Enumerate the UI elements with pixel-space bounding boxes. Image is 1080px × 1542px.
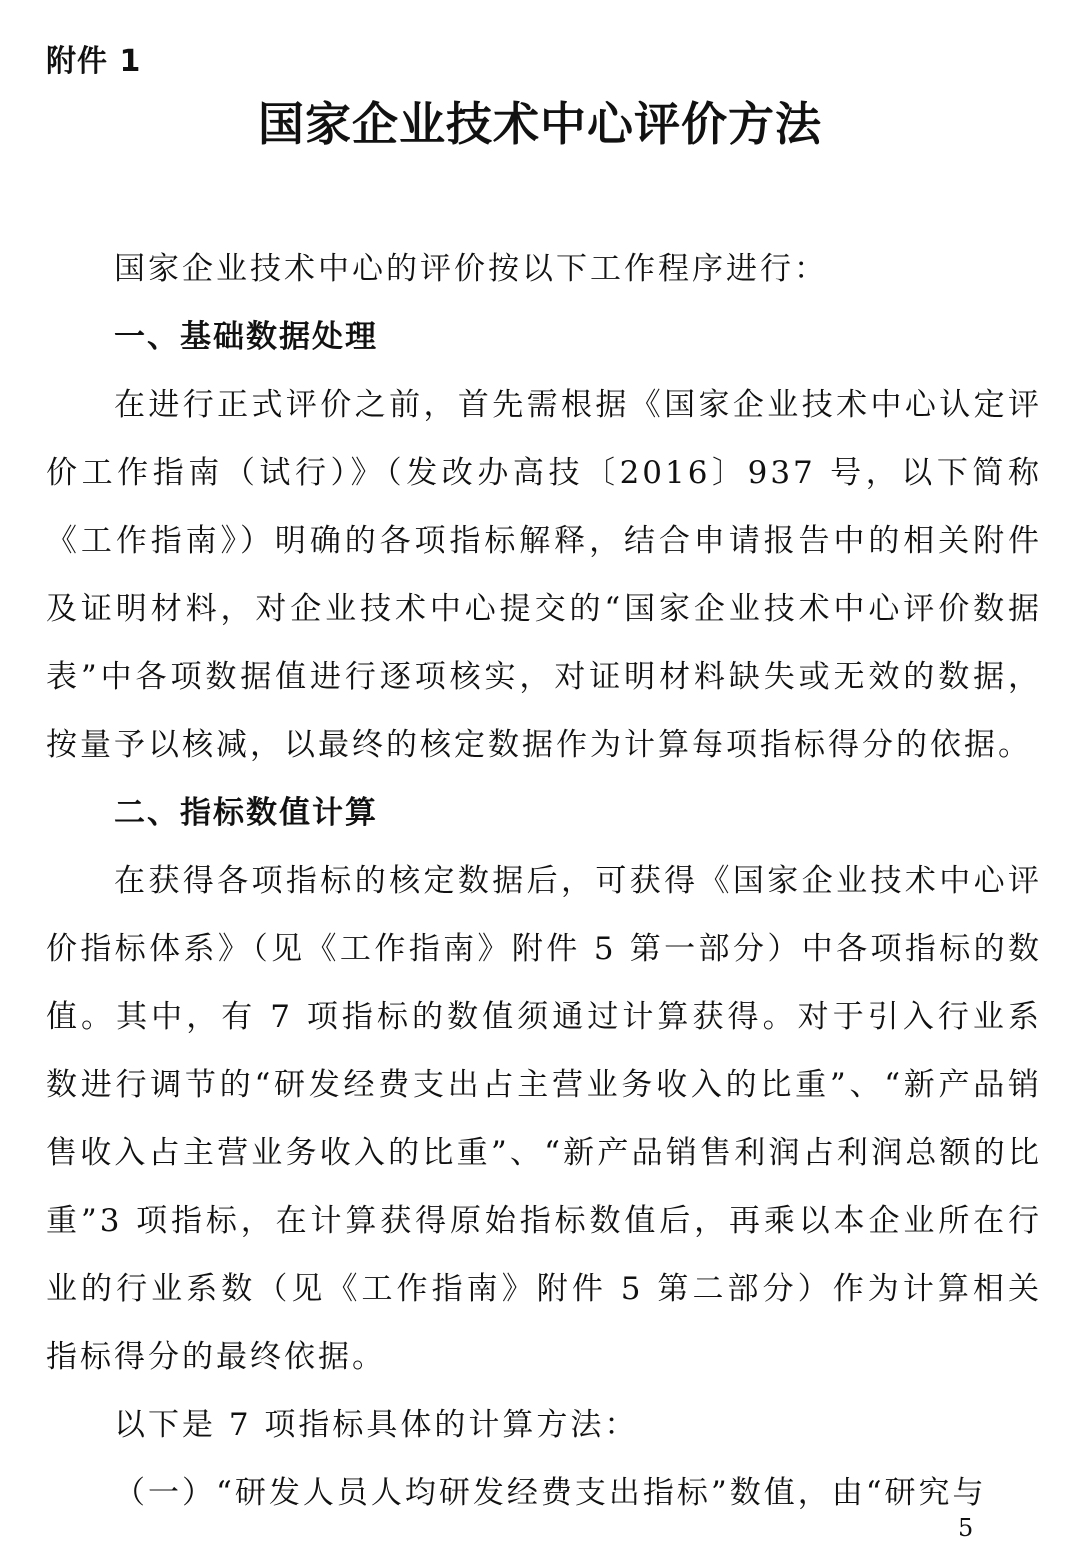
section-heading-basic-data: 一、基础数据处理 (114, 319, 378, 355)
methods-intro-paragraph: 以下是 7 项指标具体的计算方法： (114, 1407, 639, 1443)
intro-paragraph: 国家企业技术中心的评价按以下工作程序进行： (114, 251, 828, 287)
indicator-calculation-paragraph: 在获得各项指标的核定数据后，可获得《国家企业技术中心评价指标体系》（见《工作指南》附件 5 第一部分）中各项指标的数值。其中，有 7 项指标的数值须通过计算获得。对于引入行业系数进行调节的“研发经费支出占主营业务收入的比重”、“新产品销售收入占主营业务收入的比重”、“新产品销售利润占利润总额的比重”3 项指标，在计算获得原始指标数值后，再乘以本企业所在行业的行业系数（见《工作指南》附件 5 第二部分）作为计算相关指标得分的最终依据。 (46, 863, 1042, 1375)
item-1-partial-paragraph: （一）“研发人员人均研发经费支出指标”数值，由“研究与 (114, 1475, 987, 1511)
document-body (46, 235, 1042, 1527)
attachment-label: 附件 1 (46, 44, 142, 79)
basic-data-paragraph: 在进行正式评价之前，首先需根据《国家企业技术中心认定评价工作指南（试行）》（发改办高技〔2016〕937 号，以下简称《工作指南》）明确的各项指标解释，结合申请报告中的相关附件及证明材料，对企业技术中心提交的“国家企业技术中心评价数据表”中各项数据值进行逐项核实，对证明材料缺失或无效的数据，按量予以核减，以最终的核定数据作为计算每项指标得分的依据。 (46, 387, 1042, 763)
document-title: 国家企业技术中心评价方法 (258, 97, 822, 151)
page-number: 5 (958, 1514, 974, 1542)
section-heading-indicator-calculation: 二、指标数值计算 (114, 795, 378, 831)
